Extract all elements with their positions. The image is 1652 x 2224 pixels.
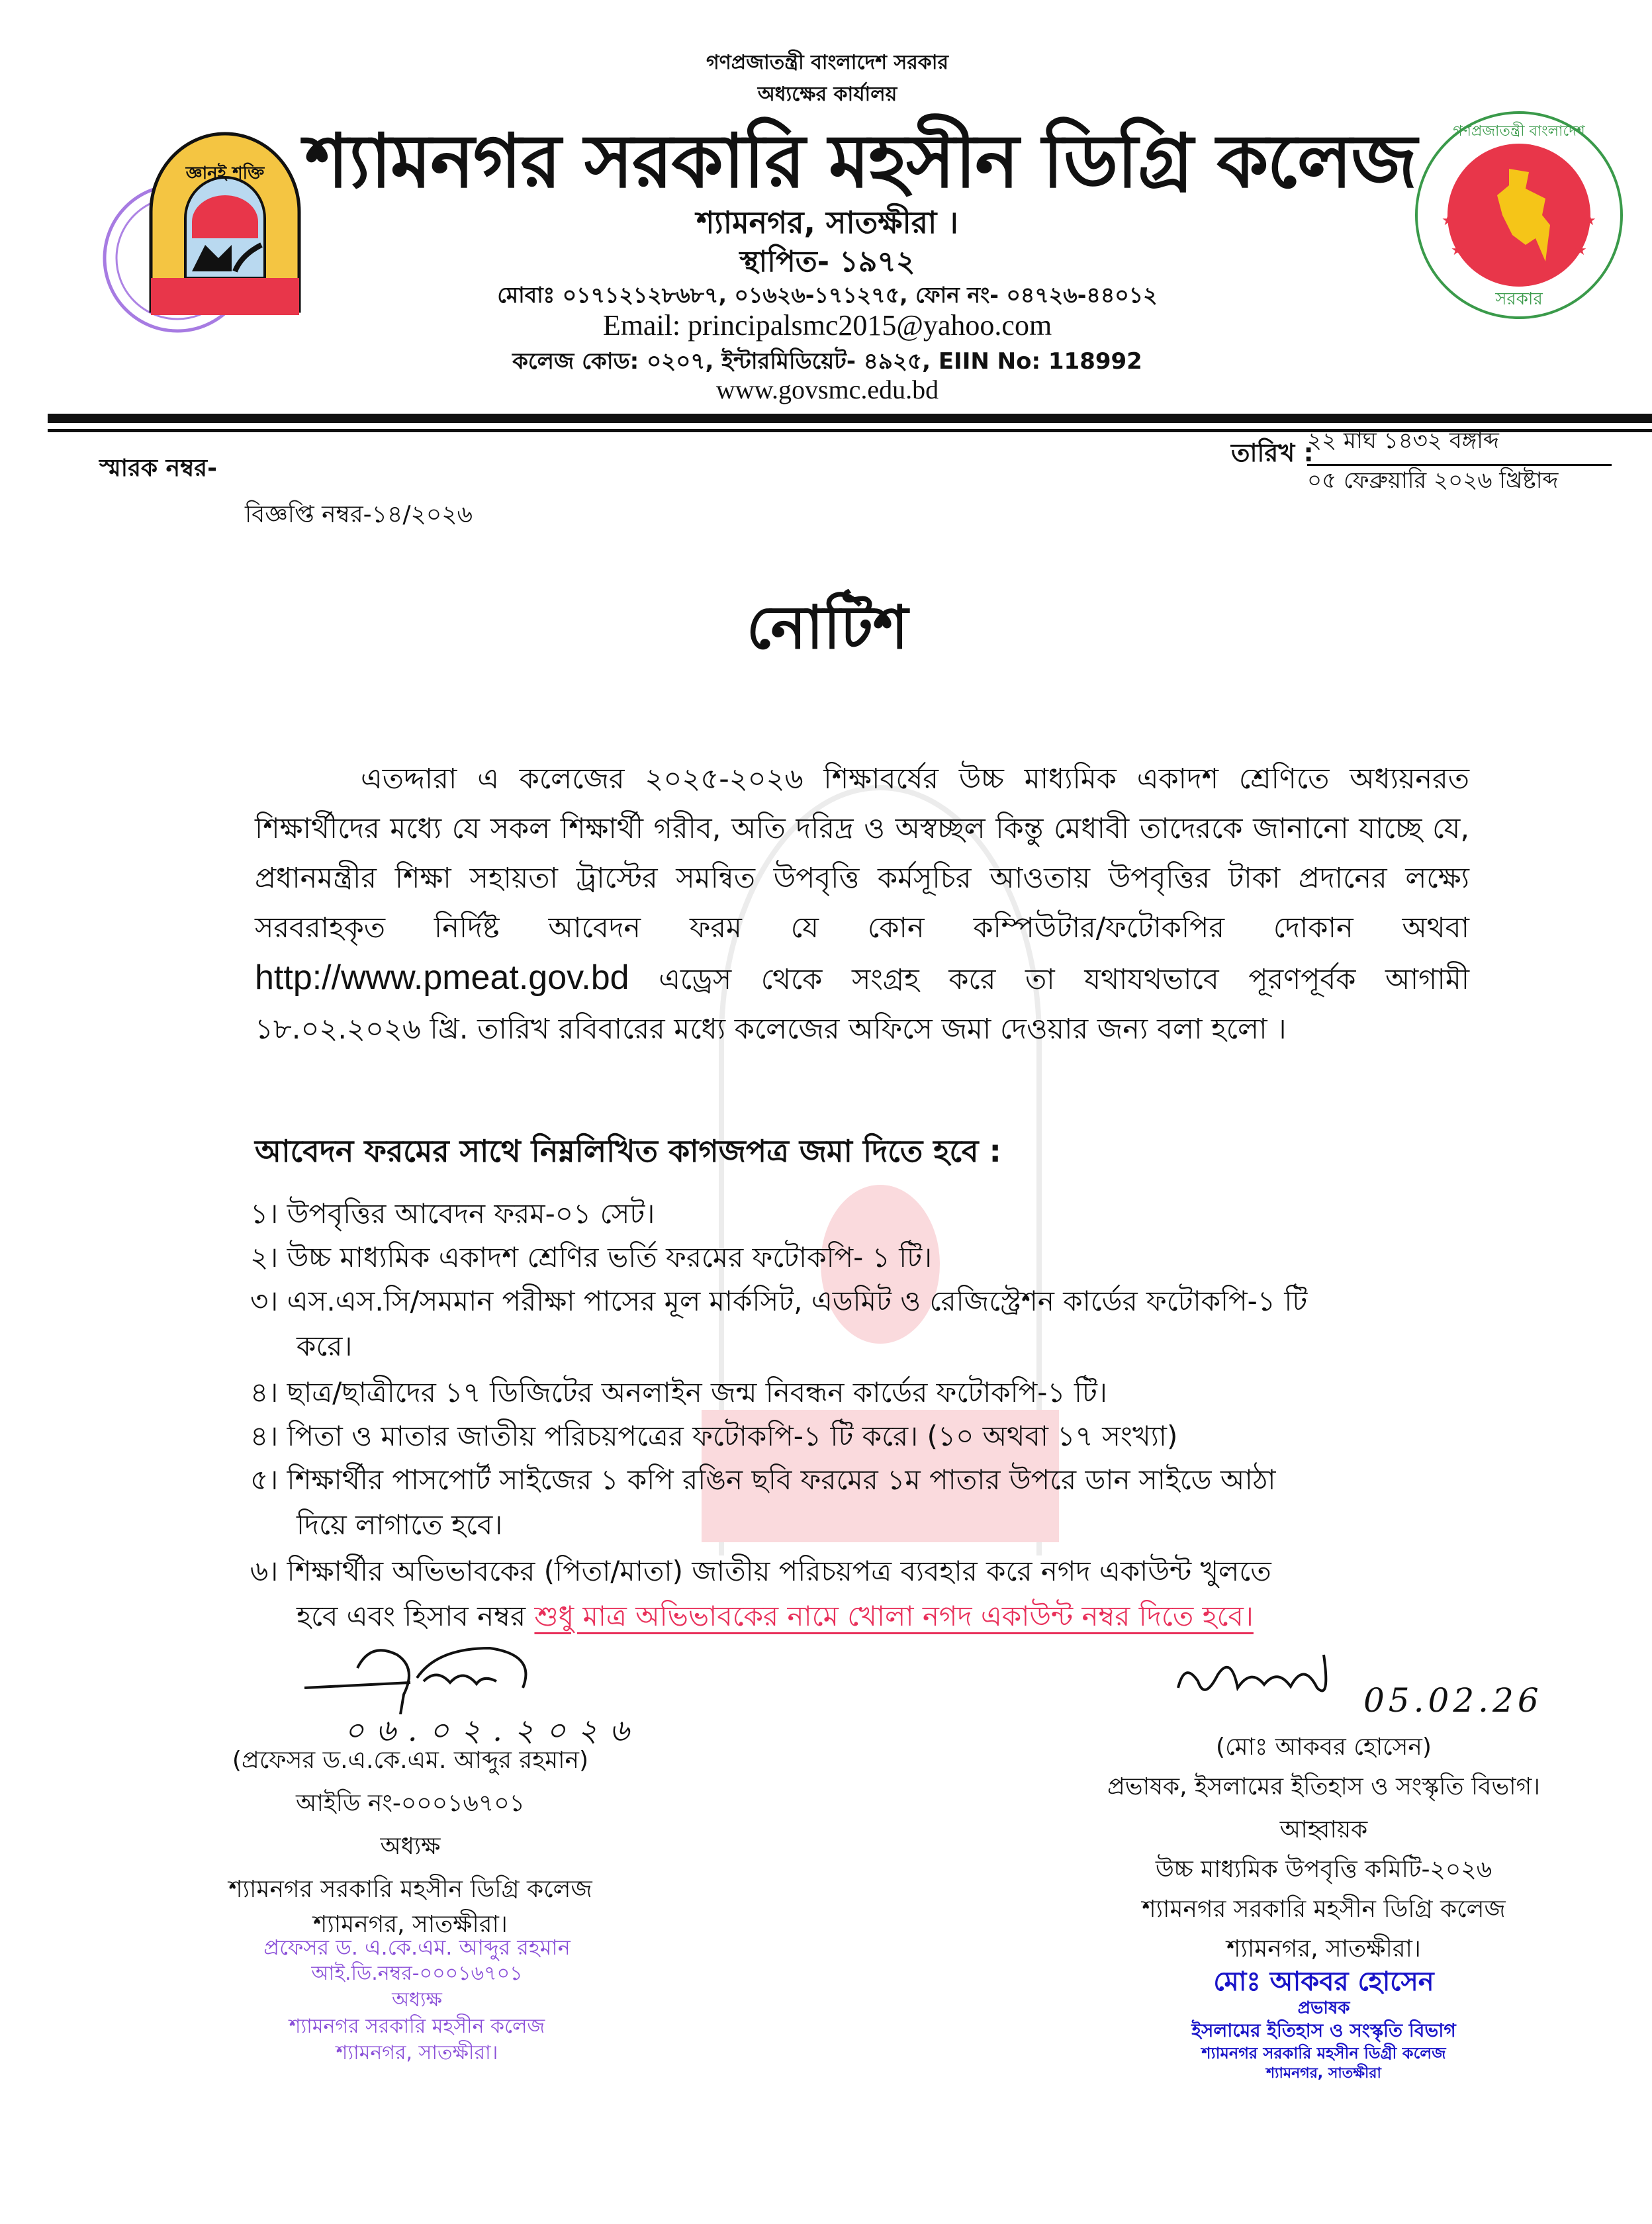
document-item [250, 1549, 1461, 1639]
document-item-continuation-text: হবে এবং হিসাব নম্বর [297, 1600, 526, 1632]
document-item-text: ৬। শিক্ষার্থীর অভিভাবকের (পিতা/মাতা) জাতীয় পরিচয়পত্র ব্যবহার করে নগদ একাউন্ট খুলতে [250, 1555, 1271, 1587]
college-logo-graphic [99, 113, 324, 338]
principal-signed-date: ০৬.০২.২০২৬ [344, 1712, 641, 1748]
college-logo [99, 113, 324, 338]
principal-signature [285, 1642, 563, 1714]
principal-designation: অধ্যক্ষ [380, 1833, 441, 1860]
document-item-text: ৩। এস.এস.সি/সমমান পরীক্ষা পাসের মূল মার্কসিট, এডমিট ও রেজিস্ট্রেশন কার্ডের ফটোকপি-১ টি [250, 1285, 1308, 1317]
date-label: তারিখ : [1231, 438, 1314, 467]
document-item [250, 1370, 1461, 1415]
stamp-line: শ্যামনগর, সাতক্ষীরা। [336, 2041, 498, 2064]
document-item [250, 1235, 1461, 1280]
logo-motto: জ্ঞানই শক্তি [185, 163, 265, 183]
college-name: শ্যামনগর সরকারি মহসীন ডিগ্রি কলেজ [304, 118, 1416, 205]
convener-signature [1171, 1648, 1370, 1714]
nagad-account-highlight: শুধু মাত্র অভিভাবকের নামে খোলা নগদ একাউন্ট নম্বর দিতে হবে। [534, 1600, 1254, 1632]
stamp-line: মোঃ আকবর হোসেন [1213, 1967, 1434, 1997]
convener-institution: শ্যামনগর সরকারি মহসীন ডিগ্রি কলেজ [1142, 1896, 1506, 1923]
convener-location: শ্যামনগর, সাতক্ষীরা। [1226, 1935, 1421, 1963]
convener-stamp [1125, 1966, 1522, 2084]
principal-location: শ্যামনগর, সাতক্ষীরা। [313, 1911, 508, 1938]
principal-institution: শ্যামনগর সরকারি মহসীন ডিগ্রি কলেজ [228, 1876, 592, 1903]
convener-signed-date: 05.02.26 [1363, 1681, 1543, 1720]
document-item-text: ৪। ছাত্র/ছাত্রীদের ১৭ ডিজিটের অনলাইন জন্ম নিবন্ধন কার্ডের ফটোকপি-১ টি। [250, 1376, 1107, 1409]
stamp-line: অধ্যক্ষ [392, 1988, 442, 2012]
document-item-text: ৫। শিক্ষার্থীর পাসপোর্ট সাইজের ১ কপি রঙিন ছবি ফরমের ১ম পাতার উপরে ডান সাইডে আঠা [250, 1463, 1276, 1496]
established-year: স্থাপিত- ১৯৭২ [739, 245, 915, 279]
notice-number: বিজ্ঞপ্তি নম্বর-১৪/২০২৬ [245, 501, 473, 528]
government-seal-graphic [1410, 106, 1628, 324]
college-codes: কলেজ কোড: ০২০৭, ইন্টারমিডিয়েট- ৪৯২৫, EIIN No: 118992 [512, 348, 1142, 375]
principal-stamp [225, 1934, 609, 2066]
notice-body-part1: এতদ্দারা এ কলেজের ২০২৫-২০২৬ শিক্ষাবর্ষের উচ্চ মাধ্যমিক একাদশ শ্রেণিতে অধ্যয়নরত শিক্ষার্থীদের মধ্যে যে সকল শিক্ষার্থী গরীব, অতি দরিদ্র ও অস্বচ্ছল কিন্তু মেধাবী তাদেরকে জানানো যাচ্ছে যে, প্রধানমন্ত্রীর শিক্ষা সহায়তা ট্রাস্টের সমন্বিত উপবৃত্তি কর্মসূচির আওতায় উপবৃত্তির টাকা প্রদানের লক্ষ্যে সরবরাহকৃত নির্দিষ্ট আবেদন ফরম যে কোন কম্পিউটার/ফটোকপির দোকান অথবা [255, 763, 1469, 945]
date-gregorian: ০৫ ফেব্রুয়ারি ২০২৬ খ্রিষ্টাব্দ [1307, 467, 1559, 494]
contact-phones: মোবাঃ ০১৭১২১২৮৬৮৭, ০১৬২৬-১৭১২৭৫, ফোন নং- ০৪৭২৬-৪৪০১২ [497, 282, 1158, 308]
convener-committee: উচ্চ মাধ্যমিক উপবৃত্তি কমিটি-২০২৬ [1155, 1856, 1492, 1883]
document-item-text: ২। উচ্চ মাধ্যমিক একাদশ শ্রেণির ভর্তি ফরমের ফটোকপি- ১ টি। [250, 1241, 933, 1274]
stamp-line: শ্যামনগর সরকারি মহসীন ডিগ্রী কলেজ [1201, 2044, 1446, 2062]
principal-id: আইডি নং-০০০১৬৭০১ [295, 1790, 526, 1817]
document-item [250, 1414, 1461, 1459]
seal-star-icon: ★ [1583, 212, 1596, 229]
convener-name: (মোঃ আকবর হোসেন) [1216, 1734, 1432, 1761]
contact-email[interactable]: Email: principalsmc2015@yahoo.com [602, 309, 1052, 342]
header-divider-thick [48, 414, 1652, 423]
notice-title: নোটিশ [746, 593, 909, 663]
notice-body-part2: এড্রেস থেকে সংগ্রহ করে তা যথাযথভাবে পূরণপূর্বক আগামী ১৮.০২.২০২৬ খ্রি. তারিখ রবিবারের মধ্যে কলেজের অফিসে জমা দেওয়ার জন্য বলা হলো । [255, 963, 1470, 1046]
seal-top-text: গণপ্রজাতন্ত্রী বাংলাদেশ [1453, 123, 1585, 140]
documents-heading: আবেদন ফরমের সাথে নিম্নলিখিত কাগজপত্র জমা দিতে হবে : [255, 1133, 1001, 1169]
document-item [250, 1279, 1461, 1369]
college-website[interactable]: www.govsmc.edu.bd [715, 375, 939, 404]
document-item-continuation [250, 1594, 1461, 1639]
seal-star-icon: ★ [1442, 212, 1455, 229]
pmeat-url-link[interactable]: http://www.pmeat.gov.bd [255, 958, 629, 997]
seal-star-icon: ★ [1574, 242, 1587, 259]
seal-star-icon: ★ [1451, 242, 1464, 259]
stamp-line: প্রফেসর ড. এ.কে.এম. আব্দুর রহমান [263, 1935, 571, 1960]
document-item-text: ৪। পিতা ও মাতার জাতীয় পরিচয়পত্রের ফটোকপি-১ টি করে। (১০ অথবা ১৭ সংখ্যা) [250, 1420, 1178, 1452]
government-seal [1410, 106, 1628, 324]
document-item-continuation: করে। [297, 1330, 353, 1362]
memo-number-label: স্মারক নম্বর- [99, 455, 218, 482]
principal-name: (প্রফেসর ড.এ.কে.এম. আব্দুর রহমান) [232, 1747, 589, 1774]
convener-role: আহ্বায়ক [1279, 1816, 1368, 1843]
stamp-line: প্রভাষক [1297, 1998, 1350, 2018]
stamp-line: ইসলামের ইতিহাস ও সংস্কৃতি বিভাগ [1191, 2019, 1456, 2041]
document-item [250, 1191, 1461, 1236]
stamp-line: শ্যামনগর, সাতক্ষীরা [1266, 2065, 1381, 2082]
document-item-text: ১। উপবৃত্তির আবেদন ফরম-০১ সেট। [250, 1197, 655, 1230]
stamp-line: আই.ডি.নম্বর-০০০১৬৭০১ [311, 1962, 523, 1985]
convener-designation: প্রভাষক, ইসলামের ইতিহাস ও সংস্কৃতি বিভাগ। [1107, 1773, 1541, 1800]
document-item [250, 1458, 1461, 1548]
date-bangla: ২২ মাঘ ১৪৩২ বঙ্গাব্দ [1307, 424, 1612, 466]
govt-line: গণপ্রজাতন্ত্রী বাংলাদেশ সরকার [706, 51, 948, 74]
notice-body [255, 755, 1469, 1054]
seal-bottom-text: সরকার [1495, 289, 1543, 309]
office-line: অধ্যক্ষের কার্যালয় [757, 83, 897, 106]
document-item-continuation: দিয়ে লাগাতে হবে। [297, 1508, 503, 1541]
college-location: শ্যামনগর, সাতক্ষীরা । [696, 205, 958, 240]
stamp-line: শ্যামনগর সরকারি মহসীন কলেজ [289, 2015, 545, 2038]
